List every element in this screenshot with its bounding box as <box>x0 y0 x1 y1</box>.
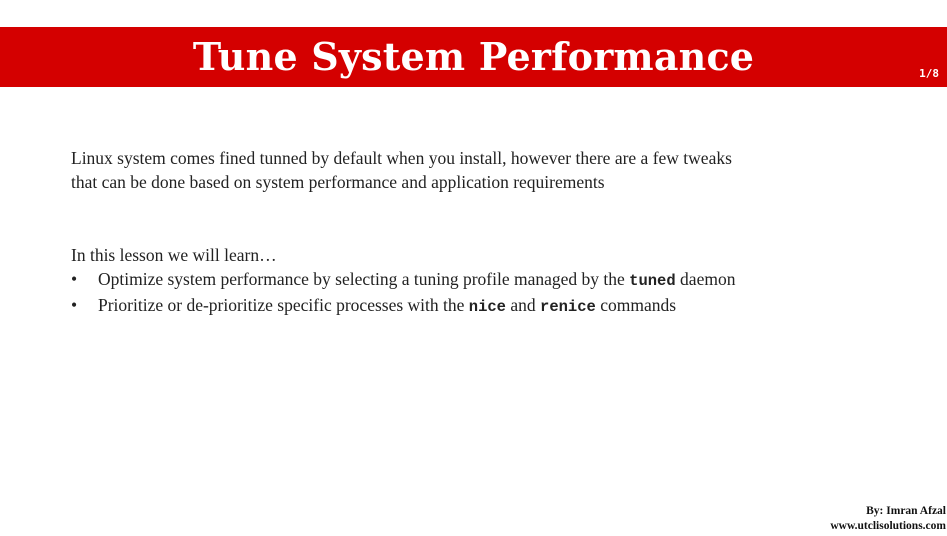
bullet-item-tuned <box>71 267 851 293</box>
bullet-text: Prioritize or de-prioritize specific processes with the <box>98 295 469 315</box>
bullet-icon: • <box>71 295 78 315</box>
intro-line-1: Linux system comes fined tunned by default when you install, however there are a few tweaks <box>71 148 732 168</box>
lesson-bullet-list <box>71 267 851 319</box>
page-number: 1/8 <box>919 67 939 80</box>
code-renice: renice <box>540 298 596 316</box>
title-bar <box>0 27 947 87</box>
lesson-heading: In this lesson we will learn… <box>71 245 277 265</box>
code-tuned: tuned <box>629 272 676 290</box>
bullet-text: Optimize system performance by selecting a tuning profile managed by the <box>98 269 630 289</box>
intro-line-2: that can be done based on system performance and application requirements <box>71 172 605 192</box>
bullet-text-middle: and <box>506 295 541 315</box>
footer-author: By: Imran Afzal <box>866 505 946 517</box>
bullet-icon: • <box>71 269 78 289</box>
intro-paragraph <box>71 146 831 194</box>
code-nice: nice <box>468 298 506 316</box>
footer-credits <box>830 504 946 534</box>
bullet-item-nice-renice <box>71 293 851 319</box>
bullet-text-end: daemon <box>675 269 736 289</box>
footer-website: www.utclisolutions.com <box>830 520 946 532</box>
slide-title: Tune System Performance <box>192 34 755 79</box>
bullet-text-end: commands <box>595 295 677 315</box>
